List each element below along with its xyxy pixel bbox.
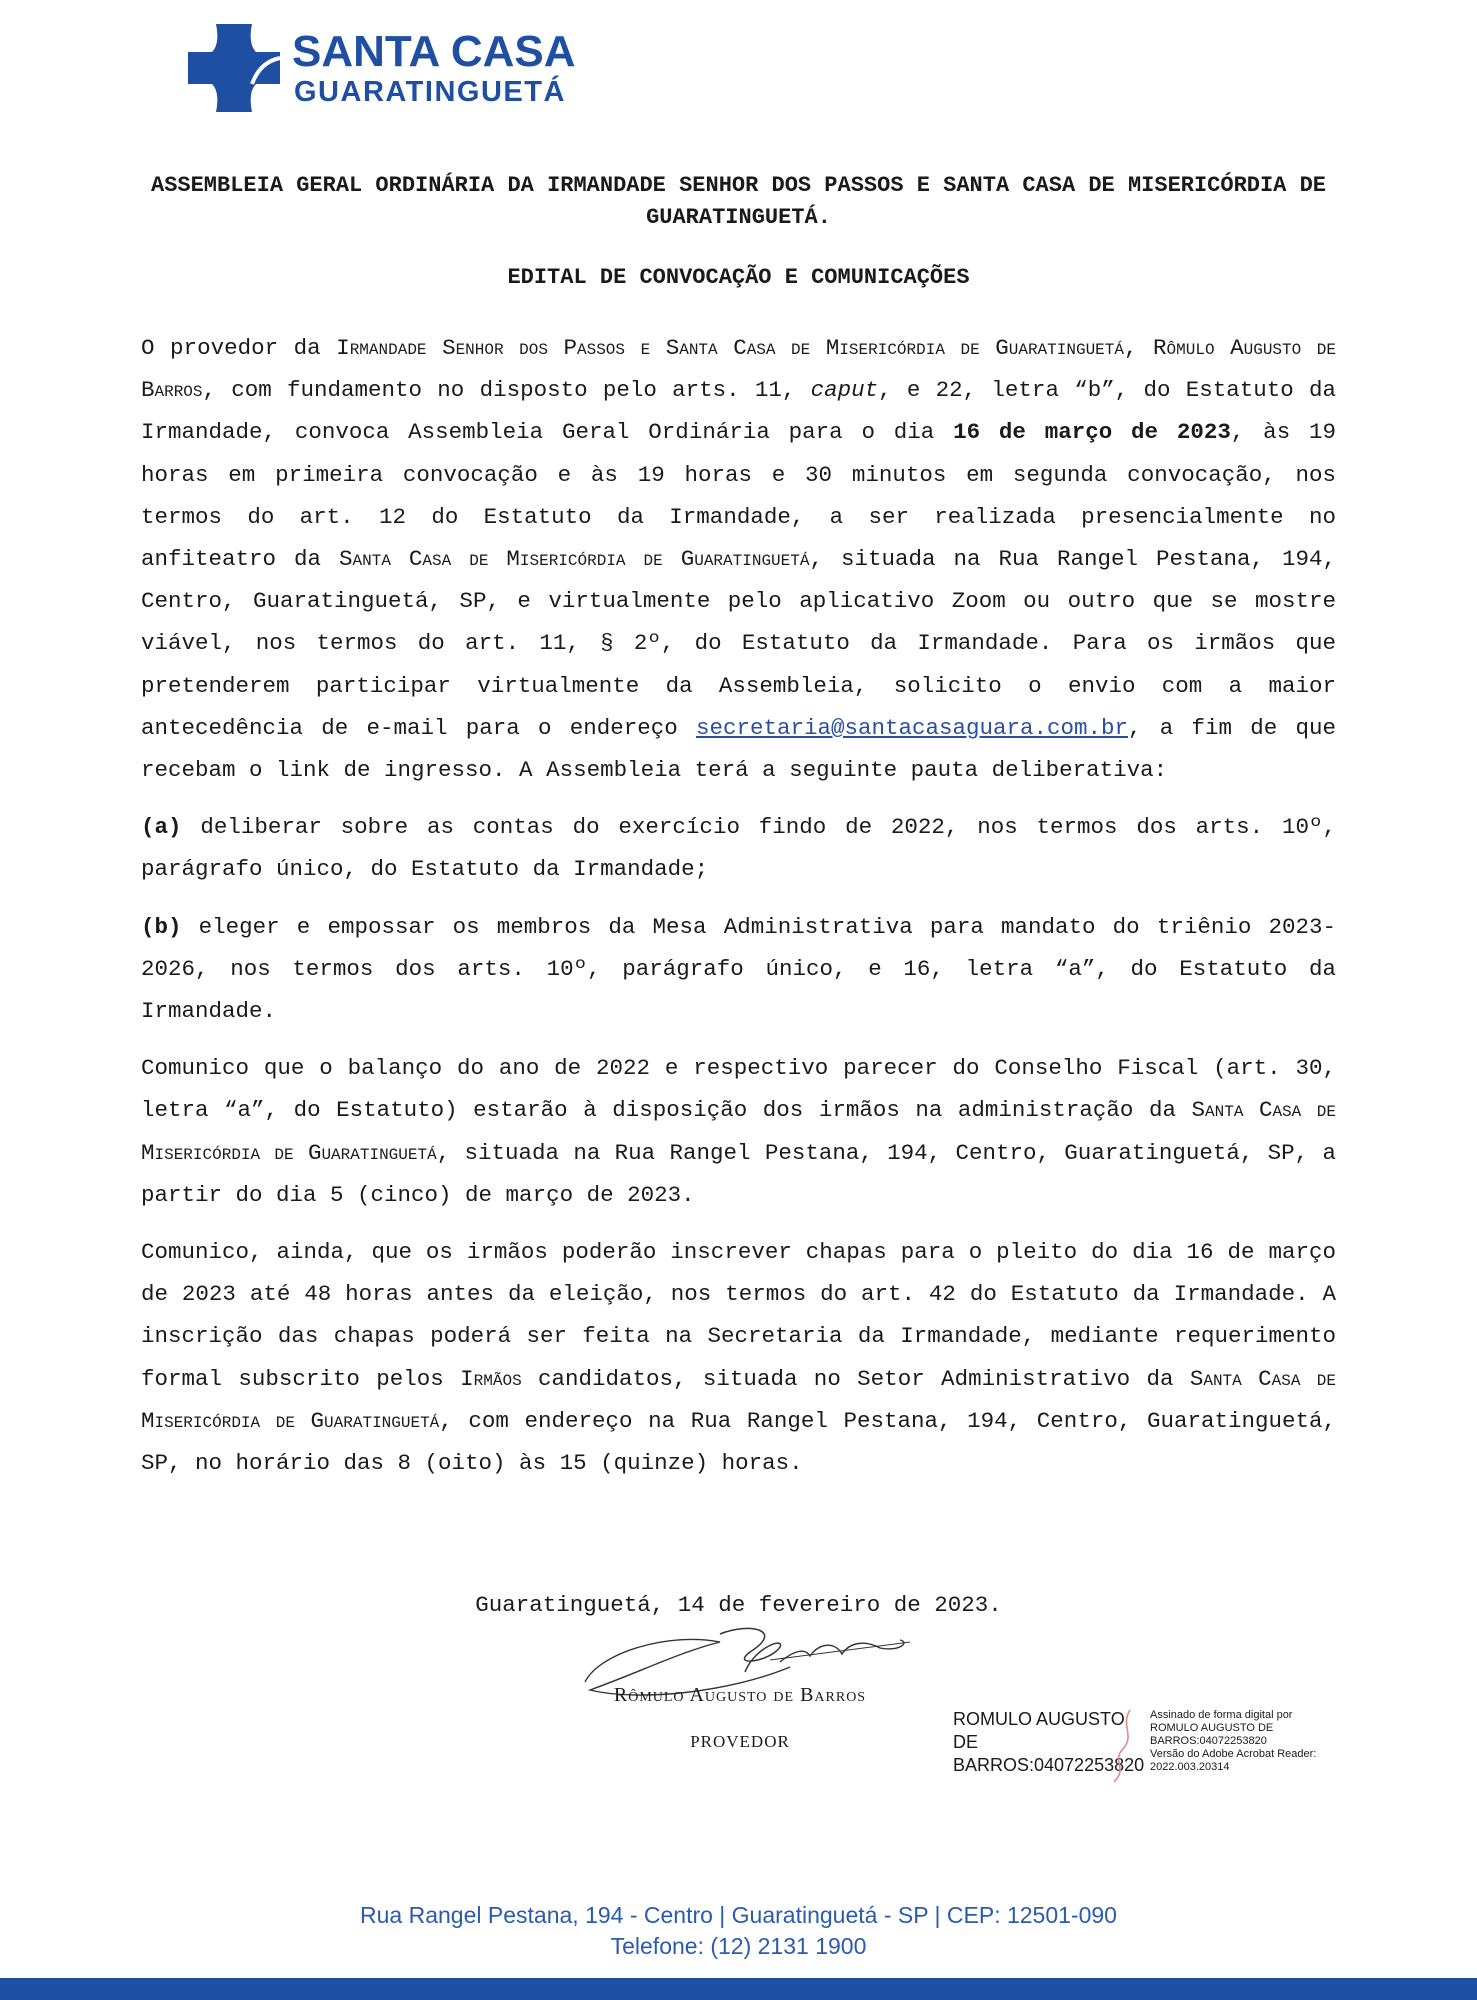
footer-address: Rua Rangel Pestana, 194 - Centro | Guaratinguetá - SP | CEP: 12501-090 — [360, 1902, 1117, 1928]
signer-role: PROVEDOR — [690, 1732, 790, 1751]
text: Comunico que o balanço do ano de 2022 e respectivo parecer do Conselho Fiscal (art. 30, letra “a”, do Estatuto) estarão à disposição dos irmãos na administração da — [141, 1055, 1336, 1124]
dsig-info-line: 2022.003.20314 — [1150, 1761, 1230, 1773]
paragraph-balance — [141, 1047, 1336, 1216]
cross-icon — [186, 22, 282, 114]
org-name: Irmandade Senhor dos Passos e Santa Casa de Misericórdia de Guaratinguetá — [336, 335, 1124, 361]
brand-logo — [186, 22, 606, 114]
org-name: Santa Casa de Misericórdia de Guaratinguetá — [339, 546, 810, 573]
irmaos-term: Irmãos — [460, 1365, 522, 1392]
dsig-mark — [1100, 1706, 1140, 1786]
footer — [0, 1900, 1477, 1962]
dsig-line: ROMULO AUGUSTO — [953, 1709, 1125, 1729]
text: Comunico, ainda, que os irmãos poderão inscrever chapas para o pleito do dia 16 de março de 2023 até 48 horas antes da eleição, nos termos do art. 42 do Estatuto da Irmandade. A inscrição das chapas poderá ser feita na Secretaria da Irmandade, mediante requerimento formal subscrito pelos — [141, 1239, 1336, 1392]
item-text: deliberar sobre as contas do exercício findo de 2022, nos termos dos arts. 10º, parágrafo único, do Estatuto da Irmandade; — [141, 814, 1336, 883]
document-title: ASSEMBLEIA GERAL ORDINÁRIA DA IRMANDADE SENHOR DOS PASSOS E SANTA CASA DE MISERICÓRDIA DE GUARATINGUETÁ. — [151, 173, 1326, 230]
org-name: Santa Casa de Misericórdia de Guaratinguetá — [141, 1365, 1336, 1434]
document-subtitle: EDITAL DE CONVOCAÇÃO E COMUNICAÇÕES — [507, 265, 970, 290]
text: , com fundamento no disposto pelo arts. 11, — [202, 377, 811, 404]
digital-signature-info — [1150, 1709, 1350, 1774]
text: , situada na Rua Rangel Pestana, 194, Centro, Guaratinguetá, SP, e virtualmente pelo aplicativo Zoom ou outro que se mostre viável, nos termos do art. 11, § 2º, do Estatuto da Irmandade. Para os irmãos que pretenderem participar virtualmente da Assembleia, solicito o envio com a maior antecedência de e-mail para o endereço — [141, 546, 1336, 741]
signer-name: Rômulo Augusto de Barros — [613, 1684, 867, 1706]
dsig-info-line: Assinado de forma digital por — [1150, 1709, 1293, 1721]
text: , a fim de que recebam o link de ingresso. A Assembleia terá a seguinte pauta deliberativa: — [141, 714, 1336, 784]
caput-term: caput — [810, 377, 879, 404]
text: , e 22, letra “b”, do Estatuto da Irmandade, convoca Assembleia Geral Ordinária para o dia — [141, 377, 1336, 446]
text: , às 19 horas em primeira convocação e às 19 horas e 30 minutos em segunda convocação, nos termos do art. 12 do Estatuto da Irmandade, a ser realizada presencialmente no anfiteatro da — [141, 419, 1337, 573]
org-name: Santa Casa de Misericórdia de Guaratinguetá — [141, 1097, 1336, 1166]
email-link[interactable]: secretaria@santacasaguara.com.br — [695, 714, 1129, 741]
agenda-item-b — [141, 906, 1336, 1033]
brand-city: GUARATINGUETÁ — [294, 76, 566, 108]
dateline: Guaratinguetá, 14 de fevereiro de 2023. — [475, 1592, 1002, 1618]
dsig-line: DE — [953, 1732, 979, 1752]
dsig-line: BARROS:04072253820 — [953, 1755, 1145, 1775]
paragraph-elections — [141, 1231, 1336, 1484]
text: O provedor da — [141, 335, 337, 361]
text: , — [1123, 335, 1154, 361]
agenda-item-a — [141, 806, 1336, 890]
item-label: (b) — [141, 913, 182, 940]
text: candidatos, situada no Setor Administrativo da — [521, 1365, 1190, 1392]
dsig-info-line: Versão do Adobe Acrobat Reader: — [1150, 1748, 1317, 1760]
meeting-date: 16 de março de 2023 — [953, 419, 1231, 446]
footer-bar — [0, 1978, 1477, 2000]
item-text: eleger e empossar os membros da Mesa Administrativa para mandato do triênio 2023-2026, nos termos dos arts. 10º, parágrafo único, e 16, letra “a”, do Estatuto da Irmandade. — [141, 913, 1336, 1025]
dsig-info-line: BARROS:04072253820 — [1150, 1735, 1267, 1747]
text: , com endereço na Rua Rangel Pestana, 194, Centro, Guaratinguetá, SP, no horário das 8 (oito) às 15 (quinze) horas. — [141, 1407, 1336, 1477]
person-name: Rômulo Augusto de Barros — [141, 335, 1336, 404]
text: , situada na Rua Rangel Pestana, 194, Centro, Guaratinguetá, SP, a partir do dia 5 (cinco) de março de 2023. — [141, 1139, 1336, 1208]
brand-name: SANTA CASA — [292, 27, 576, 76]
dsig-info-line: ROMULO AUGUSTO DE — [1150, 1722, 1274, 1734]
footer-phone: Telefone: (12) 2131 1900 — [610, 1933, 867, 1959]
item-label: (a) — [141, 814, 182, 841]
paragraph-convocation — [141, 327, 1336, 791]
document-body — [141, 327, 1336, 1499]
